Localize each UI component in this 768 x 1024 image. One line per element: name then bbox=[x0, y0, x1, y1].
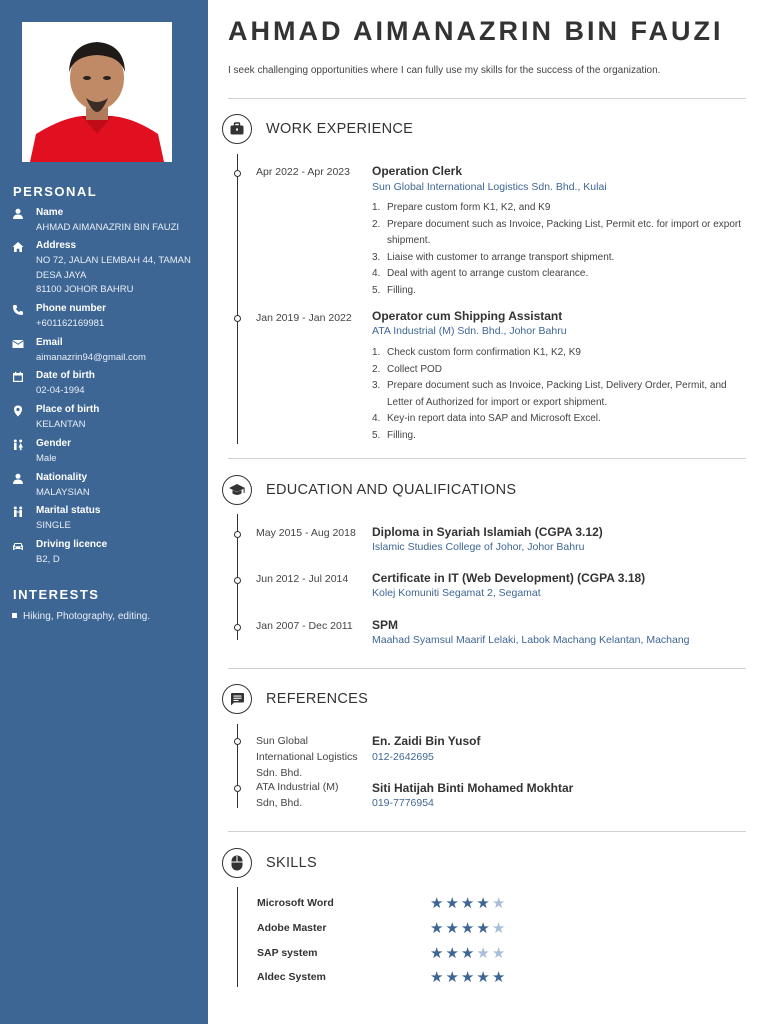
reference-company: ATA Industrial (M) Sdn, Bhd. bbox=[256, 781, 339, 809]
edu-school: Maahad Syamsul Maarif Lelaki, Labok Machang Kelantan, Machang bbox=[372, 634, 690, 646]
skill-rating bbox=[430, 968, 507, 986]
mail-icon bbox=[12, 338, 24, 350]
phone-icon bbox=[12, 304, 24, 316]
skill-name: SAP system bbox=[257, 947, 318, 959]
timeline-line bbox=[237, 887, 238, 987]
star-filled-icon: ★ bbox=[476, 920, 492, 937]
task-text: Prepare document such as Invoice, Packing List, Delivery Order, Permit, and Letter of Authorized for import or export shipment. bbox=[387, 380, 727, 408]
personal-value: AHMAD AIMANAZRIN BIN FAUZI bbox=[36, 222, 180, 233]
personal-value: KELANTAN bbox=[36, 419, 86, 430]
skill-rating bbox=[430, 944, 507, 962]
star-empty-icon: ★ bbox=[491, 920, 508, 937]
location-pin-icon bbox=[12, 405, 24, 417]
personal-value: 02-04-1994 bbox=[36, 385, 85, 396]
task-item: 4. Key-in report data into SAP and Microsoft Excel. bbox=[372, 413, 601, 424]
timeline-dot bbox=[234, 577, 241, 584]
personal-value: +601162169981 bbox=[36, 318, 105, 329]
edu-date: Jan 2007 - Dec 2011 bbox=[256, 620, 353, 632]
skill-name: Aldec System bbox=[257, 971, 326, 983]
profile-photo bbox=[22, 22, 172, 162]
gender-icon bbox=[12, 439, 24, 451]
divider bbox=[228, 458, 746, 459]
timeline-dot bbox=[234, 738, 241, 745]
reference-phone: 019-7776954 bbox=[372, 797, 434, 809]
personal-label: Address bbox=[36, 240, 77, 251]
section-title-skills: SKILLS bbox=[266, 855, 317, 871]
task-text: Prepare custom form K1, K2, and K9 bbox=[387, 202, 551, 213]
task-text: Key-in report data into SAP and Microsoft Excel. bbox=[387, 413, 601, 424]
task-text: Liaise with customer to arrange transport shipment. bbox=[387, 251, 615, 263]
personal-value: Male bbox=[36, 453, 57, 464]
reference-company: Sun Global International Logistics Sdn. Bhd. bbox=[256, 735, 358, 779]
personal-value: B2, D bbox=[36, 554, 60, 565]
star-filled-icon: ★ bbox=[430, 945, 446, 962]
task-item: 1. Check custom form confirmation K1, K2, K9 bbox=[372, 347, 581, 358]
star-filled-icon: ★ bbox=[476, 895, 492, 912]
personal-label: Nationality bbox=[36, 472, 88, 483]
edu-date: Jun 2012 - Jul 2014 bbox=[256, 573, 349, 585]
work-title: Operation Clerk bbox=[372, 164, 463, 178]
skill-rating bbox=[430, 894, 507, 912]
edu-school: Kolej Komuniti Segamat 2, Segamat bbox=[372, 587, 541, 599]
timeline-dot bbox=[234, 531, 241, 538]
task-item: 5. Filling. bbox=[372, 284, 416, 296]
edu-title: Certificate in IT (Web Development) (CGPA 3.18) bbox=[372, 571, 646, 585]
star-filled-icon: ★ bbox=[445, 945, 461, 962]
home-icon bbox=[12, 241, 24, 253]
interests-heading: INTERESTS bbox=[13, 587, 100, 602]
edu-date: May 2015 - Aug 2018 bbox=[256, 527, 356, 539]
star-empty-icon: ★ bbox=[491, 895, 508, 912]
personal-label: Date of birth bbox=[36, 370, 95, 381]
star-filled-icon: ★ bbox=[430, 920, 446, 937]
work-tasks bbox=[372, 345, 744, 444]
task-text: Prepare document such as Invoice, Packing List, Permit etc. for import or export shipment. bbox=[387, 218, 742, 246]
task-item: 3. Prepare document such as Invoice, Packing List, Delivery Order, Permit, and Letter of Authorized for import or export shipment. bbox=[372, 380, 727, 408]
calendar-icon bbox=[12, 371, 24, 383]
star-filled-icon: ★ bbox=[445, 969, 461, 986]
graduation-cap-icon bbox=[222, 475, 252, 505]
car-icon bbox=[12, 540, 24, 552]
personal-label: Name bbox=[36, 207, 64, 218]
edu-title: SPM bbox=[372, 618, 399, 632]
section-title-education: EDUCATION AND QUALIFICATIONS bbox=[266, 482, 517, 498]
work-date: Apr 2022 - Apr 2023 bbox=[256, 166, 350, 178]
timeline-line bbox=[237, 724, 238, 808]
personal-label: Phone number bbox=[36, 303, 107, 314]
star-filled-icon: ★ bbox=[491, 969, 508, 986]
briefcase-icon bbox=[222, 114, 252, 144]
divider bbox=[228, 668, 746, 669]
personal-label: Gender bbox=[36, 438, 72, 449]
personal-label: Driving licence bbox=[36, 539, 108, 550]
personal-label: Email bbox=[36, 337, 63, 348]
work-date: Jan 2019 - Jan 2022 bbox=[256, 312, 352, 324]
person-icon bbox=[12, 473, 24, 485]
task-item: 2. Prepare document such as Invoice, Packing List, Permit etc. for import or export shipment. bbox=[372, 218, 742, 246]
work-company: ATA Industrial (M) Sdn. Bhd., Johor Bahru bbox=[372, 325, 567, 337]
task-item: 3. Liaise with customer to arrange transport shipment. bbox=[372, 251, 615, 263]
task-text: Filling. bbox=[387, 284, 416, 296]
timeline-line bbox=[237, 154, 238, 444]
star-filled-icon: ★ bbox=[476, 969, 492, 986]
star-filled-icon: ★ bbox=[430, 895, 446, 912]
task-text: Collect POD bbox=[387, 363, 443, 375]
skill-name: Microsoft Word bbox=[257, 897, 334, 909]
star-filled-icon: ★ bbox=[460, 945, 477, 962]
task-item: 5. Filling. bbox=[372, 429, 416, 441]
section-title-work: WORK EXPERIENCE bbox=[266, 121, 414, 137]
mouse-icon bbox=[222, 848, 252, 878]
sidebar bbox=[0, 0, 208, 1024]
divider bbox=[228, 831, 746, 832]
reference-phone: 012-2642695 bbox=[372, 751, 434, 763]
star-filled-icon: ★ bbox=[460, 969, 477, 986]
task-item: 4. Deal with agent to arrange custom clearance. bbox=[372, 268, 589, 279]
section-title-references: REFERENCES bbox=[266, 691, 369, 707]
work-title: Operator cum Shipping Assistant bbox=[372, 309, 563, 323]
task-item: 2. Collect POD bbox=[372, 363, 443, 375]
personal-value: NO 72, JALAN LEMBAH 44, TAMAN DESA JAYA 81100 JOHOR BAHRU bbox=[36, 255, 191, 295]
task-text: Filling. bbox=[387, 429, 416, 441]
task-text: Check custom form confirmation K1, K2, K9 bbox=[387, 347, 581, 358]
skill-name: Adobe Master bbox=[257, 922, 327, 934]
personal-value: SINGLE bbox=[36, 520, 71, 531]
work-company: Sun Global International Logistics Sdn. Bhd., Kulai bbox=[372, 181, 607, 193]
summary-text: I seek challenging opportunities where I can fully use my skills for the success of the organization. bbox=[228, 65, 661, 76]
person-icon bbox=[12, 208, 24, 220]
personal-label: Place of birth bbox=[36, 404, 100, 415]
timeline-dot bbox=[234, 170, 241, 177]
star-filled-icon: ★ bbox=[430, 969, 446, 986]
bullet-icon bbox=[12, 613, 17, 618]
personal-value: MALAYSIAN bbox=[36, 487, 90, 498]
timeline-dot bbox=[234, 624, 241, 631]
work-tasks bbox=[372, 200, 744, 299]
star-empty-icon: ★ bbox=[476, 945, 492, 962]
divider bbox=[228, 98, 746, 99]
timeline-dot bbox=[234, 315, 241, 322]
star-filled-icon: ★ bbox=[445, 895, 461, 912]
star-filled-icon: ★ bbox=[460, 895, 477, 912]
personal-heading: PERSONAL bbox=[13, 184, 98, 199]
couple-icon bbox=[12, 506, 24, 518]
personal-label: Marital status bbox=[36, 505, 101, 516]
edu-school: Islamic Studies College of Johor, Johor Bahru bbox=[372, 541, 585, 553]
task-text: Deal with agent to arrange custom clearance. bbox=[387, 268, 589, 279]
interests-text: Hiking, Photography, editing. bbox=[23, 611, 151, 622]
timeline-dot bbox=[234, 785, 241, 792]
interests-item bbox=[12, 611, 150, 622]
candidate-name: AHMAD AIMANAZRIN BIN FAUZI bbox=[228, 16, 724, 46]
star-empty-icon: ★ bbox=[491, 945, 508, 962]
chat-bubble-icon bbox=[222, 684, 252, 714]
star-filled-icon: ★ bbox=[445, 920, 461, 937]
reference-name: Siti Hatijah Binti Mohamed Mokhtar bbox=[372, 781, 574, 795]
reference-name: En. Zaidi Bin Yusof bbox=[372, 734, 481, 748]
edu-title: Diploma in Syariah Islamiah (CGPA 3.12) bbox=[372, 525, 603, 539]
personal-value: aimanazrin94@gmail.com bbox=[36, 352, 146, 363]
task-item: 1. Prepare custom form K1, K2, and K9 bbox=[372, 202, 551, 213]
skill-rating bbox=[430, 919, 507, 937]
star-filled-icon: ★ bbox=[460, 920, 477, 937]
